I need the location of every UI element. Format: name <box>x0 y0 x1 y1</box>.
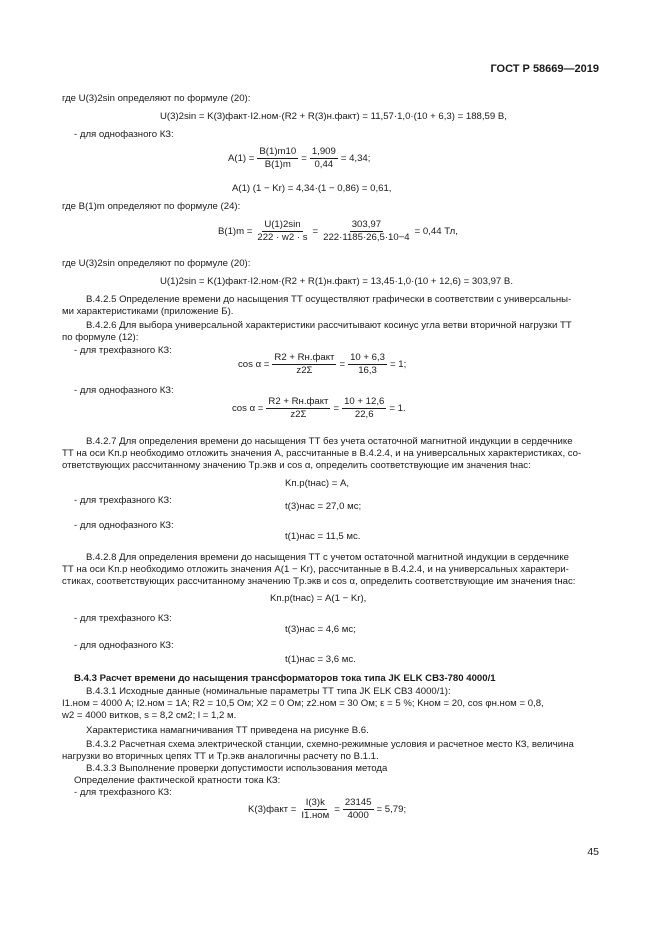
formula-line: Kп.р(tнас) = A, <box>285 478 350 489</box>
fraction <box>342 396 386 421</box>
formula-line: t(1)нас = 11,5 мс. <box>285 531 361 542</box>
denominator: 16,3 <box>358 365 377 376</box>
fraction <box>299 797 331 822</box>
text-line: В.4.3.3 Выполнение проверки допустимости использования метода <box>86 763 388 774</box>
denominator: I1.ном <box>301 810 330 821</box>
numerator: 10 + 6,3 <box>350 352 386 363</box>
text-line: ми характеристиками (приложение Б). <box>62 306 234 317</box>
denominator: 222 · w2 · s <box>257 232 308 243</box>
formula-part: = <box>339 359 346 370</box>
formula-cos1 <box>238 352 406 377</box>
formula-part: = 0,44 Тл, <box>414 226 458 237</box>
formula-part: = <box>333 403 340 414</box>
text-line: I1.ном = 4000 А; I2.ном = 1А; R2 = 10,5 Ом; X2 = 0 Ом; z2.ном = 30 Ом; ε = 5 %; Kном = 20, cos φн.ном = 0,8, <box>62 698 544 709</box>
denominator: z2Σ <box>290 409 307 420</box>
numerator: 10 + 12,6 <box>344 396 385 407</box>
numerator: 1,909 <box>311 146 336 157</box>
fraction <box>257 146 298 171</box>
formula-line: Kп.р(tнас) = A(1 − Kr), <box>270 593 367 604</box>
fraction <box>266 396 330 421</box>
text-line: ответствующих рассчитанному значению Tр.экв и cos α, определить соответствующие им значения tнас: <box>62 460 531 471</box>
formula-line: t(1)нас = 3,6 мс. <box>285 654 356 665</box>
numerator: R2 + Rн.факт <box>274 352 335 363</box>
text-line: - для трехфазного КЗ: <box>74 787 172 798</box>
formula-line: t(3)нас = 27,0 мс; <box>285 501 362 512</box>
formula-part: = 4,34; <box>340 153 371 164</box>
numerator: R2 + Rн.факт <box>268 396 329 407</box>
formula-part: = <box>312 226 319 237</box>
section-heading: В.4.3 Расчет времени до насыщения трансформаторов тока типа JK ELK CB3-780 4000/1 <box>74 673 496 684</box>
page-number: 45 <box>587 846 599 858</box>
text-line: нагрузки во вторичных цепях ТТ и Tр.экв аналогичны расчету по В.1.1. <box>62 751 379 762</box>
text-line: В.4.2.5 Определение времени до насыщения ТТ осуществляют графически в соответствии с универсальны- <box>86 294 572 305</box>
text-line: по формуле (12): <box>62 332 139 343</box>
formula-part: = 1; <box>390 359 407 370</box>
text-line: Характеристика намагничивания ТТ приведена на рисунке В.6. <box>86 725 369 736</box>
fraction <box>343 797 374 822</box>
formula-line: A(1) (1 − Kr) = 4,34·(1 − 0,86) = 0,61, <box>232 183 392 194</box>
fraction <box>255 219 309 244</box>
formula-part: = <box>301 153 307 164</box>
denominator: B(1)m <box>264 159 291 170</box>
text-line: В.4.2.6 Для выбора универсальной характеристики рассчитывают косинус угла ветви вторичной нагрузки ТТ <box>86 320 572 331</box>
text-line: Определение фактической кратности тока КЗ: <box>74 775 281 786</box>
numerator: U(1)2sin <box>264 219 301 230</box>
formula-part: = 5,79; <box>376 804 407 815</box>
denominator: z2Σ <box>296 365 313 376</box>
numerator: B(1)m10 <box>259 146 297 157</box>
fraction <box>348 352 387 377</box>
denominator: 4000 <box>347 810 369 821</box>
denominator: 222·1185·26,5·10−4 <box>323 232 410 243</box>
formula-part: = <box>334 804 340 815</box>
text-line: стиках, соответствующих рассчитанному значению Tр.экв и cos α, определить соответствующие им значения tнас: <box>62 576 576 587</box>
denominator: 0,44 <box>314 159 334 170</box>
numerator: 23145 <box>344 797 372 808</box>
document-header: ГОСТ Р 58669—2019 <box>490 63 599 75</box>
text-line: - для однофазного КЗ: <box>74 129 174 140</box>
formula-line: t(3)нас = 4,6 мс; <box>285 624 356 635</box>
text-line: где B(1)m определяют по формуле (24): <box>62 201 241 212</box>
numerator: I(3)k <box>305 797 325 808</box>
formula-part: = 1. <box>389 403 406 414</box>
formula-line: U(3)2sin = K(3)факт·I2.ном·(R2 + R(3)н.факт) = 11,57·1,0·(10 + 6,3) = 188,59 В, <box>160 111 507 122</box>
formula-part: K(3)факт = <box>248 804 297 815</box>
formula-part: A(1) = <box>228 153 255 164</box>
formula-line: U(1)2sin = K(1)факт·I2.ном·(R2 + R(1)н.факт) = 13,45·1,0·(10 + 12,6) = 303,97 В. <box>160 276 513 287</box>
text-line: ТТ на оси Kп.р необходимо отложить значения А, рассчитанные в В.4.2.4, и на универсальных характеристиках, со- <box>62 448 582 459</box>
text-line: - для трехфазного КЗ: <box>74 345 172 356</box>
text-line: ТТ на оси Kп.р необходимо отложить значения A(1 − Kr), рассчитанные в В.4.2.4, и на универсальных характери- <box>62 564 569 575</box>
formula-part: cos α = <box>232 403 264 414</box>
text-line: В.4.2.8 Для определения времени до насыщения ТТ с учетом остаточной магнитной индукции в сердечнике <box>86 552 570 563</box>
text-line: где U(3)2sin определяют по формуле (20): <box>62 93 251 104</box>
text-line: - для однофазного КЗ: <box>74 640 174 651</box>
text-line: где U(3)2sin определяют по формуле (20): <box>62 258 251 269</box>
fraction <box>321 219 412 244</box>
formula-bm <box>218 219 458 244</box>
formula-a1 <box>228 146 370 171</box>
text-line: - для однофазного КЗ: <box>74 520 174 531</box>
text-line: - для однофазного КЗ: <box>74 385 174 396</box>
formula-cos2 <box>232 396 406 421</box>
fraction <box>310 146 338 171</box>
text-line: В.4.2.7 Для определения времени до насыщения ТТ без учета остаточной магнитной индукции в сердечнике <box>86 436 573 447</box>
text-line: В.4.3.2 Расчетная схема электрической станции, схемно-режимные условия и расчетное место КЗ, величина <box>86 739 574 750</box>
text-line: В.4.3.1 Исходные данные (номинальные параметры ТТ типа JK ELK CB3 4000/1): <box>86 686 451 697</box>
formula-part: B(1)m = <box>218 226 253 237</box>
formula-part: cos α = <box>238 359 270 370</box>
text-line: w2 = 4000 витков, s = 8,2 см2; l = 1,2 м. <box>62 710 237 721</box>
denominator: 22,6 <box>354 409 374 420</box>
formula-kfakt <box>248 797 406 822</box>
fraction <box>272 352 336 377</box>
text-line: - для трехфазного КЗ: <box>74 495 172 506</box>
text-line: - для трехфазного КЗ: <box>74 613 172 624</box>
numerator: 303,97 <box>351 219 382 230</box>
